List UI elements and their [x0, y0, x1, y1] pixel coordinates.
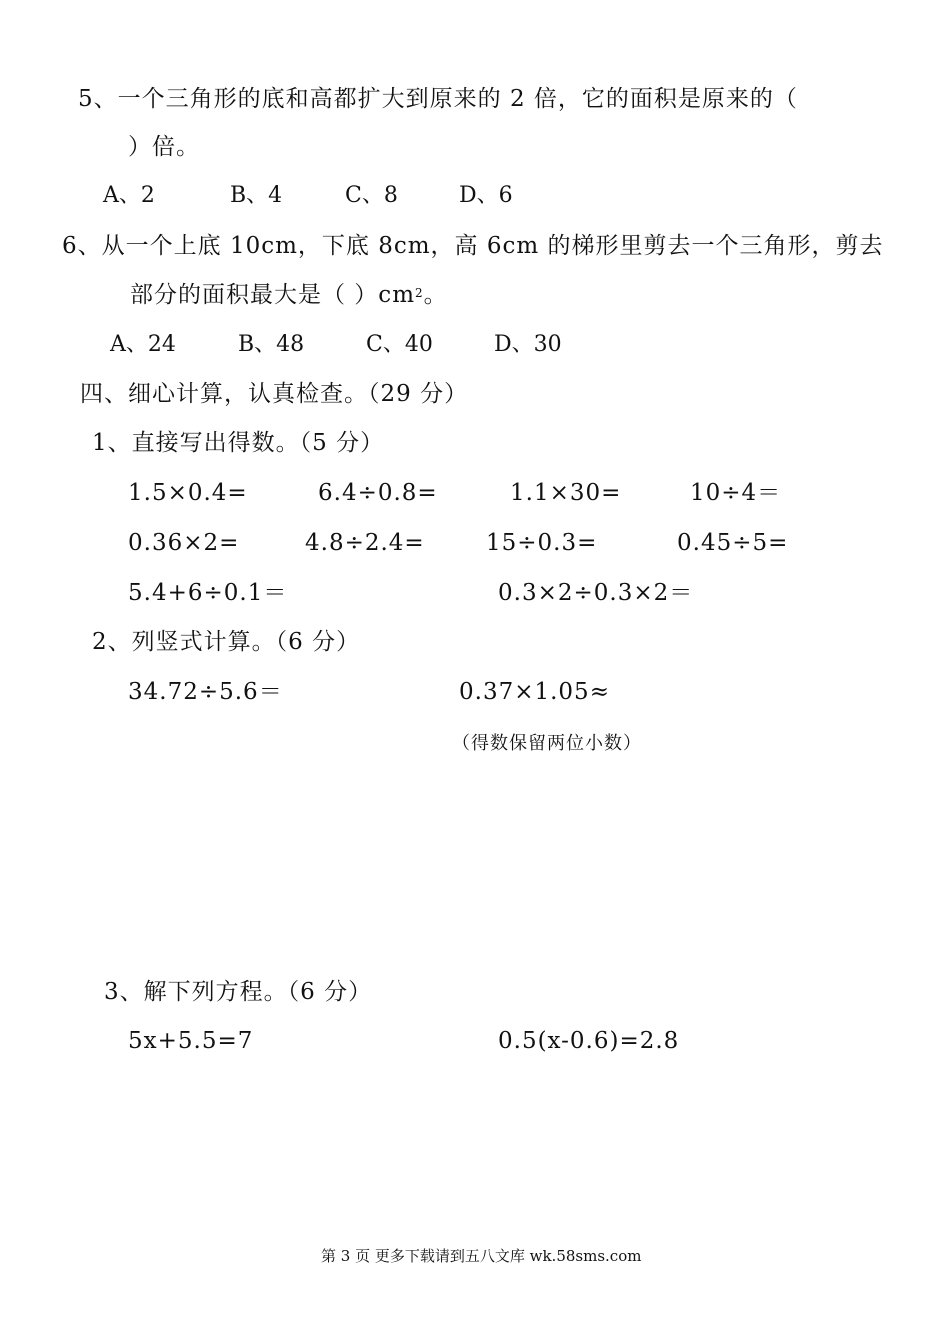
- calc-1-3: 1.1×30=: [510, 480, 622, 506]
- rounding-note: （得数保留两位小数）: [452, 733, 642, 754]
- q5-option-d: D、6: [459, 183, 513, 208]
- q6-option-a: A、24: [110, 332, 176, 357]
- calc-2-3: 15÷0.3=: [486, 530, 598, 556]
- page-footer: 第 3 页 更多下载请到五八文库 wk.58sms.com: [321, 1247, 642, 1265]
- vertical-calc-1: 34.72÷5.6＝: [128, 679, 283, 705]
- q6-option-d: D、30: [494, 332, 562, 357]
- part2-title: 2、列竖式计算。（6 分）: [92, 629, 361, 655]
- calc-3-1: 5.4+6÷0.1＝: [128, 580, 288, 606]
- q6-line1: 6、从一个上底 10cm，下底 8cm，高 6cm 的梯形里剪去一个三角形，剪去: [62, 233, 884, 259]
- q5-line2: ）倍。: [128, 134, 200, 160]
- section4-title: 四、细心计算，认真检查。（29 分）: [80, 381, 469, 407]
- calc-2-4: 0.45÷5=: [677, 530, 789, 556]
- q6-line2-end: 。: [423, 282, 448, 308]
- q5-option-b: B、4: [230, 183, 283, 208]
- q6-option-b: B、48: [238, 332, 305, 357]
- q5-line1: 5、一个三角形的底和高都扩大到原来的 2 倍，它的面积是原来的（: [78, 86, 798, 112]
- part3-title: 3、解下列方程。（6 分）: [104, 979, 373, 1005]
- q6-option-c: C、40: [366, 332, 433, 357]
- calc-1-4: 10÷4＝: [690, 480, 782, 506]
- calc-1-1: 1.5×0.4=: [128, 480, 248, 506]
- calc-1-2: 6.4÷0.8=: [318, 480, 438, 506]
- q6-superscript: 2: [415, 286, 424, 300]
- q6-line2-text: 部分的面积最大是（ ）cm: [130, 282, 416, 308]
- calc-3-2: 0.3×2÷0.3×2＝: [498, 580, 694, 606]
- q5-option-c: C、8: [345, 183, 398, 208]
- equation-2: 0.5(x-0.6)=2.8: [498, 1028, 680, 1054]
- equation-1: 5x+5.5=7: [128, 1028, 254, 1054]
- calc-2-1: 0.36×2=: [128, 530, 240, 556]
- vertical-calc-2: 0.37×1.05≈: [459, 679, 610, 705]
- part1-title: 1、直接写出得数。（5 分）: [92, 430, 385, 456]
- q6-line2: [130, 280, 448, 310]
- q5-option-a: A、2: [103, 183, 155, 208]
- calc-2-2: 4.8÷2.4=: [305, 530, 425, 556]
